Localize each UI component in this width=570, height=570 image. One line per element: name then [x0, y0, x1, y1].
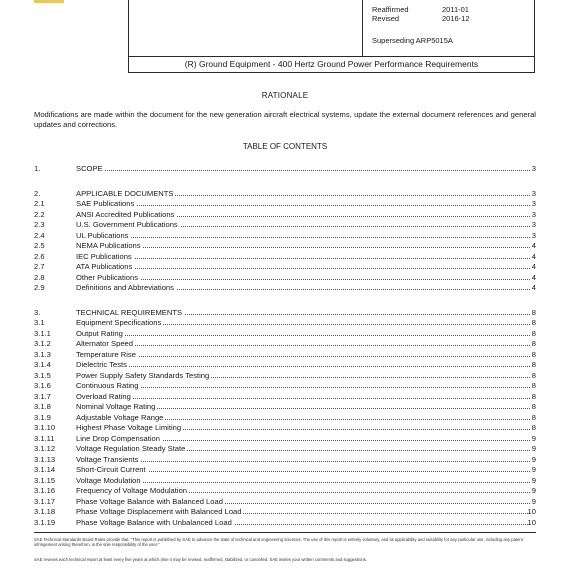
toc-entry-number: 3.1.3: [34, 349, 51, 359]
toc-entry-title-cell: [76, 350, 530, 359]
toc-entry-number: 3.1.18: [34, 507, 56, 516]
toc-entry-title-cell: [76, 402, 530, 411]
toc-entry[interactable]: [34, 360, 536, 369]
toc-entry-title-cell: [76, 339, 530, 348]
toc-entry-number: 3.1.10: [34, 423, 56, 432]
toc-entry-page: 3: [531, 230, 536, 240]
toc-entry-page: 9: [531, 433, 536, 443]
toc-entry-page: 3: [531, 220, 536, 229]
toc-entry[interactable]: [34, 434, 536, 443]
toc-entry-title-cell: [76, 413, 530, 422]
toc-entry-number: 2.8: [34, 272, 45, 282]
reaffirmed-value: 2011-01: [442, 5, 469, 14]
footer-disclaimer: SAE Technical Standards Board Rules provide that: "This report is published by SAE to advance the state of technical and engineering sciences. The use of this report is entirely voluntary, and its applicability and suitability for any particular use, including any patent infringement arising therefrom, is the sole responsibility of the user.": [34, 537, 523, 547]
toc-entry-number: 3.: [34, 307, 41, 317]
toc-entry[interactable]: [34, 518, 536, 527]
toc-entry-title-cell: [76, 497, 530, 506]
toc-entry-title: Voltage Transients: [76, 454, 139, 464]
toc-entry-title-cell: [76, 371, 530, 380]
toc-entry-number: 3.1.7: [34, 391, 51, 401]
toc-entry[interactable]: [34, 252, 536, 261]
toc-entry-title-cell: [76, 220, 530, 229]
toc-entry-page: 4: [531, 241, 536, 250]
toc-entry-number: 3.1.14: [34, 465, 56, 474]
toc-entry-title: Other Publications: [76, 272, 139, 282]
toc-entry-title-cell: [76, 465, 530, 474]
toc-entry-title: Voltage Regulation Steady State: [76, 444, 186, 453]
toc-entry[interactable]: [34, 465, 536, 474]
toc-entry[interactable]: [34, 241, 536, 250]
toc-entry[interactable]: [34, 413, 536, 422]
toc-entry-number: 2.1: [34, 199, 45, 208]
toc-entry-page: 9: [531, 496, 536, 506]
toc-entry-title: Nominal Voltage Rating: [76, 402, 156, 411]
toc-entry-number: 2.3: [34, 220, 45, 229]
toc-entry-title: Adjustable Voltage Range: [76, 412, 164, 422]
toc-entry-title: Phase Voltage Balance with Unbalanced Load: [76, 517, 232, 527]
toc-entry-number: 3.1.5: [34, 370, 51, 380]
toc-entry[interactable]: [34, 486, 536, 495]
toc-entry-title: ATA Publications: [76, 262, 133, 271]
toc-entry[interactable]: [34, 220, 536, 229]
toc-entry-title: Equipment Specifications: [76, 318, 162, 327]
footer-rule: [34, 532, 536, 533]
toc-entry-number: 3.1.11: [34, 433, 55, 443]
toc-entry-number: 3.1.1: [34, 328, 51, 338]
toc-entry-title-cell: [76, 476, 530, 485]
toc-entry-number: 2.2: [34, 209, 45, 219]
toc-entry-title: Phase Voltage Balance with Balanced Load: [76, 496, 223, 506]
toc-entry-title-cell: [76, 308, 530, 317]
toc-entry-page: 8: [531, 423, 536, 432]
toc-entry-number: 3.1.4: [34, 360, 51, 369]
toc-entry-title-cell: [76, 241, 530, 250]
toc-entry-title-cell: [76, 318, 530, 327]
toc-entry[interactable]: [34, 371, 536, 380]
toc-entry-number: 1.: [34, 164, 41, 173]
toc-entry-title-cell: [76, 507, 530, 516]
toc-entry-page: 8: [531, 318, 536, 327]
toc-entry-number: 3.1.13: [34, 454, 56, 464]
toc-entry-number: 3.1.12: [34, 444, 56, 453]
toc-entry[interactable]: [34, 164, 536, 173]
toc-entry-page: 8: [531, 307, 536, 317]
toc-entry-title-cell: [76, 189, 530, 198]
toc-entry-page: 3: [531, 164, 536, 173]
toc-entry-title-cell: [76, 283, 530, 292]
toc-entry-title: Voltage Modulation: [76, 475, 141, 485]
toc-entry-page: 9: [531, 454, 536, 464]
toc-entry-number: 3.1.16: [34, 486, 56, 495]
toc-entry-title-cell: [76, 210, 530, 219]
reaffirmed-label: Reaffirmed: [372, 5, 409, 14]
toc-entry-page: 3: [531, 199, 536, 208]
toc-entry-page: 4: [531, 283, 536, 292]
toc-entry-number: 3.1.17: [34, 496, 56, 506]
toc-entry[interactable]: [34, 339, 536, 348]
toc-entry[interactable]: [34, 423, 536, 432]
toc-entry-page: 10: [527, 507, 536, 516]
toc-entry[interactable]: [34, 444, 536, 453]
toc-entry-number: 2.9: [34, 283, 45, 292]
toc-entry-page: 8: [531, 381, 536, 390]
toc-entry-title: Dielectric Tests: [76, 360, 127, 369]
header-divider-horizontal: [129, 56, 534, 57]
toc-entry-title-cell: [76, 273, 530, 282]
toc-entry-page: 10: [527, 517, 536, 527]
toc-entry-title: Definitions and Abbreviations: [76, 283, 174, 292]
toc-entry-title: TECHNICAL REQUIREMENTS: [76, 307, 183, 317]
toc-entry-title-cell: [76, 164, 530, 173]
toc-entry-page: 9: [531, 486, 536, 495]
toc-entry-title-cell: [76, 518, 530, 527]
toc-entry[interactable]: [34, 318, 536, 327]
toc-entry-number: 2.5: [34, 241, 45, 250]
toc-entry-title: Line Drop Compensation: [76, 433, 161, 443]
toc-entry-page: 9: [531, 475, 536, 485]
toc-entry-title: Output Rating: [76, 328, 123, 338]
toc-entry-number: 2.7: [34, 262, 45, 271]
toc-entry-number: 3.1.9: [34, 412, 51, 422]
header-divider-vertical: [362, 0, 363, 56]
toc-entry[interactable]: [34, 283, 536, 292]
toc-entry[interactable]: [34, 402, 536, 411]
toc-entry-title-cell: [76, 381, 530, 390]
toc-entry-number: 2.: [34, 188, 41, 198]
toc-entry-page: 3: [531, 209, 536, 219]
revised-line: [372, 14, 470, 23]
toc-entry-number: 3.1: [34, 318, 45, 327]
toc-entry[interactable]: [34, 329, 536, 338]
toc-entry-page: 3: [531, 188, 536, 198]
toc-entry-title: Overload Rating: [76, 391, 131, 401]
toc-entry-title: Frequency of Voltage Modulation: [76, 486, 188, 495]
toc-entry-title: Highest Phase Voltage Limiting: [76, 423, 182, 432]
toc-entry-title-cell: [76, 360, 530, 369]
toc-entry-title: Continuous Rating: [76, 381, 139, 390]
toc-entry-title-cell: [76, 434, 530, 443]
toc-entry-number: 3.1.15: [34, 475, 56, 485]
toc-entry-title: SAE Publications: [76, 199, 135, 208]
toc-entry[interactable]: [34, 308, 536, 317]
sae-logo-fragment: [34, 0, 64, 3]
toc-entry-title: U.S. Government Publications: [76, 220, 178, 229]
toc-entry-number: 3.1.2: [34, 339, 51, 348]
toc-entry-page: 8: [531, 339, 536, 348]
toc-entry[interactable]: [34, 497, 536, 506]
toc-entry[interactable]: [34, 455, 536, 464]
footer-review-note: SAE reviews each technical report at least every five years at which time it may be revised, reaffirmed, stabilized, or cancelled. SAE invites your written comments and suggestions.: [34, 557, 367, 562]
toc-entry-title: APPLICABLE DOCUMENTS: [76, 188, 174, 198]
superseding-line: Superseding ARP5015A: [372, 36, 453, 45]
reaffirmed-line: [372, 5, 469, 14]
toc-entry-title-cell: [76, 423, 530, 432]
toc-entry-page: 4: [531, 262, 536, 271]
toc-entry-title-cell: [76, 392, 530, 401]
toc-entry-page: 8: [531, 370, 536, 380]
toc-entry-page: 9: [531, 465, 536, 474]
toc-entry-title-cell: [76, 455, 530, 464]
toc-entry-number: 3.1.8: [34, 402, 51, 411]
toc-entry-title-cell: [76, 231, 530, 240]
toc-entry-title: IEC Publications: [76, 251, 132, 261]
rationale-heading: RATIONALE: [261, 91, 309, 100]
toc-entry-number: 3.1.6: [34, 381, 51, 390]
toc-entry-title-cell: [76, 444, 530, 453]
toc-entry-page: 4: [531, 272, 536, 282]
toc-entry-page: 4: [531, 251, 536, 261]
toc-entry-title: SCOPE: [76, 164, 103, 173]
toc-entry-title: Phase Voltage Displacement with Balanced Load: [76, 507, 242, 516]
toc-entry-title: Power Supply Safety Standards Testing: [76, 370, 210, 380]
toc-entry-page: 8: [531, 349, 536, 359]
toc-entry[interactable]: [34, 381, 536, 390]
toc-entry[interactable]: [34, 476, 536, 485]
toc-entry-page: 8: [531, 402, 536, 411]
toc-heading: TABLE OF CONTENTS: [242, 142, 328, 151]
toc-entry-page: 8: [531, 391, 536, 401]
toc-entry[interactable]: [34, 262, 536, 271]
toc-entry[interactable]: [34, 273, 536, 282]
toc-entry[interactable]: [34, 507, 536, 516]
revised-value: 2016-12: [442, 14, 470, 23]
toc-entry[interactable]: [34, 350, 536, 359]
toc-entry-title: NEMA Publications: [76, 241, 141, 250]
document-header-box: [128, 0, 535, 73]
toc-entry-page: 8: [531, 360, 536, 369]
toc-entry-title: Short-Circuit Current: [76, 465, 146, 474]
toc-entry-number: 2.4: [34, 230, 45, 240]
revised-label: Revised: [372, 14, 400, 23]
toc-entry-number: 2.6: [34, 251, 45, 261]
toc-entry-title: UL Publications: [76, 230, 129, 240]
toc-entry[interactable]: [34, 210, 536, 219]
toc-entry-title-cell: [76, 329, 530, 338]
toc-entry-title-cell: [76, 486, 530, 495]
toc-entry-page: 9: [531, 444, 536, 453]
toc-entry-title-cell: [76, 199, 530, 208]
toc-entry[interactable]: [34, 189, 536, 198]
rationale-text: Modifications are made within the document for the new generation aircraft electrical systems, update the external document references and general updates and corrections.: [34, 110, 536, 129]
toc-entry-title-cell: [76, 252, 530, 261]
toc-entry[interactable]: [34, 392, 536, 401]
document-subject: (R) Ground Equipment - 400 Hertz Ground Power Performance Requirements: [184, 59, 479, 69]
toc-entry[interactable]: [34, 231, 536, 240]
toc-entry-title: Alternator Speed: [76, 339, 133, 348]
toc-entry[interactable]: [34, 199, 536, 208]
toc-entry-page: 8: [531, 412, 536, 422]
toc-entry-page: 8: [531, 328, 536, 338]
toc-entry-title: Temperature Rise: [76, 349, 136, 359]
toc-entry-title-cell: [76, 262, 530, 271]
toc-entry-title: ANSI Accredited Publications: [76, 209, 175, 219]
toc-entry-number: 3.1.19: [34, 517, 56, 527]
